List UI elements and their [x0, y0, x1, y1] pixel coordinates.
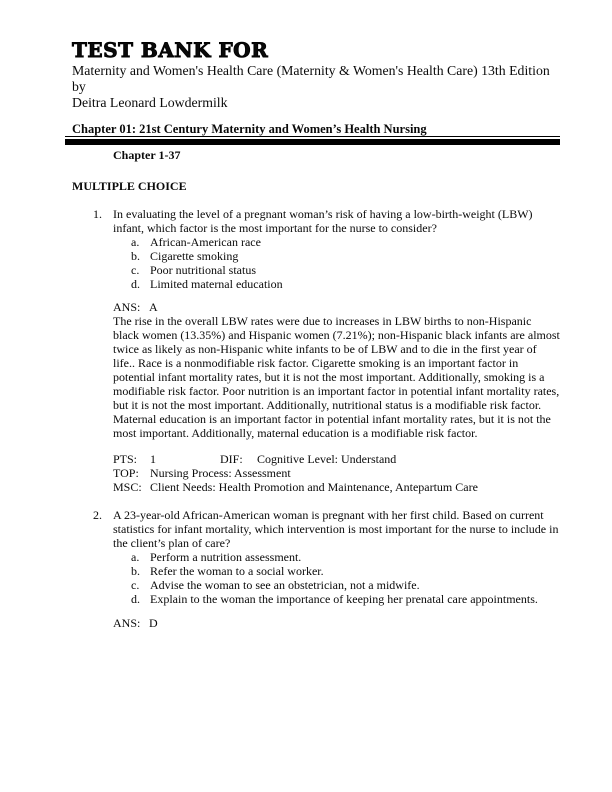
- dif-value: Cognitive Level: Understand: [257, 452, 397, 466]
- book-title-line-2: Deitra Leonard Lowdermilk: [72, 95, 228, 110]
- option-text: Refer the woman to a social worker.: [150, 564, 324, 578]
- test-bank-logo: TEST BANK FOR: [72, 38, 269, 62]
- book-title: [72, 63, 560, 111]
- pts-value: 1: [150, 452, 156, 466]
- answer-label: ANS:: [113, 300, 141, 314]
- question-stem: A 23-year-old African-American woman is pregnant with her first child. Based on current statistics for infant mortality, which intervention is most important for the nurse to include in the client’s plan of care?: [113, 508, 559, 550]
- option-text: Perform a nutrition assessment.: [150, 550, 302, 564]
- thick-black-bar: [65, 139, 560, 146]
- chapter-divider: [65, 136, 560, 145]
- options-list: [113, 235, 560, 291]
- option-c: [113, 578, 560, 592]
- thin-rule: [65, 136, 560, 137]
- option-d: [113, 592, 560, 606]
- option-letter: b.: [131, 564, 140, 578]
- question-1: [93, 207, 560, 494]
- msc-label: MSC:: [113, 480, 142, 494]
- answer-value: A: [149, 300, 158, 314]
- option-letter: d.: [131, 592, 140, 606]
- option-a: [113, 235, 560, 249]
- question-number: 1.: [93, 207, 102, 221]
- option-a: [113, 550, 560, 564]
- option-letter: a.: [131, 550, 140, 564]
- option-text: African-American race: [150, 235, 261, 249]
- option-letter: c.: [131, 578, 140, 592]
- pts-label: PTS:: [113, 452, 138, 466]
- question-2: [93, 508, 560, 630]
- question-meta: [113, 452, 560, 494]
- option-text: Limited maternal education: [150, 277, 283, 291]
- option-text: Explain to the woman the importance of keeping her prenatal care appointments.: [150, 592, 538, 606]
- chapter-range: Chapter 1-37: [113, 148, 181, 162]
- option-d: [113, 277, 560, 291]
- answer-label: ANS:: [113, 616, 141, 630]
- option-text: Cigarette smoking: [150, 249, 239, 263]
- msc-value: Client Needs: Health Promotion and Maintenance, Antepartum Care: [150, 480, 478, 494]
- chapter-heading: Chapter 01: 21st Century Maternity and Women’s Health Nursing: [72, 122, 427, 136]
- option-letter: c.: [131, 263, 140, 277]
- answer-line: [113, 616, 560, 630]
- answer-value: D: [149, 616, 158, 630]
- meta-row-top: [113, 466, 560, 480]
- answer-rationale: The rise in the overall LBW rates were due to increases in LBW births to non-Hispanic black women (13.35%) and Hispanic women (7.21%); non-Hispanic black infants are almost twice as likely as non-Hispanic white infants to be of LBW and to die in the first year of life.. Race is a nonmodifiable risk factor. Cigarette smoking is an important factor in potential infant mortality rates, but it is not the most important. Additionally, smoking is a modifiable risk factor. Poor nutrition is an important factor in potential infant mortality rates, but it is not the most important. Additionally, nutritional status is a modifiable risk factor. Maternal education is an important factor in potential infant mortality rates, but it is not the most important. Additionally, maternal education is a modifiable risk factor.: [113, 314, 560, 440]
- option-c: [113, 263, 560, 277]
- meta-row-msc: [113, 480, 560, 494]
- book-title-line-1: Maternity and Women's Health Care (Maternity & Women's Health Care) 13th Edition by: [72, 63, 550, 94]
- question-number: 2.: [93, 508, 102, 522]
- option-letter: a.: [131, 235, 140, 249]
- dif-label: DIF:: [220, 452, 243, 466]
- top-value: Nursing Process: Assessment: [150, 466, 291, 480]
- meta-row-pts-dif: [113, 452, 560, 466]
- option-text: Advise the woman to see an obstetrician, not a midwife.: [150, 578, 420, 592]
- option-b: [113, 249, 560, 263]
- option-letter: b.: [131, 249, 140, 263]
- options-list: [113, 550, 560, 606]
- option-b: [113, 564, 560, 578]
- question-stem: In evaluating the level of a pregnant woman’s risk of having a low-birth-weight (LBW) infant, which factor is the most important for the nurse to consider?: [113, 207, 533, 235]
- answer-block: [113, 300, 560, 440]
- answer-line: [113, 300, 560, 314]
- section-title: MULTIPLE CHOICE: [72, 179, 187, 193]
- option-letter: d.: [131, 277, 140, 291]
- option-text: Poor nutritional status: [150, 263, 256, 277]
- top-label: TOP:: [113, 466, 139, 480]
